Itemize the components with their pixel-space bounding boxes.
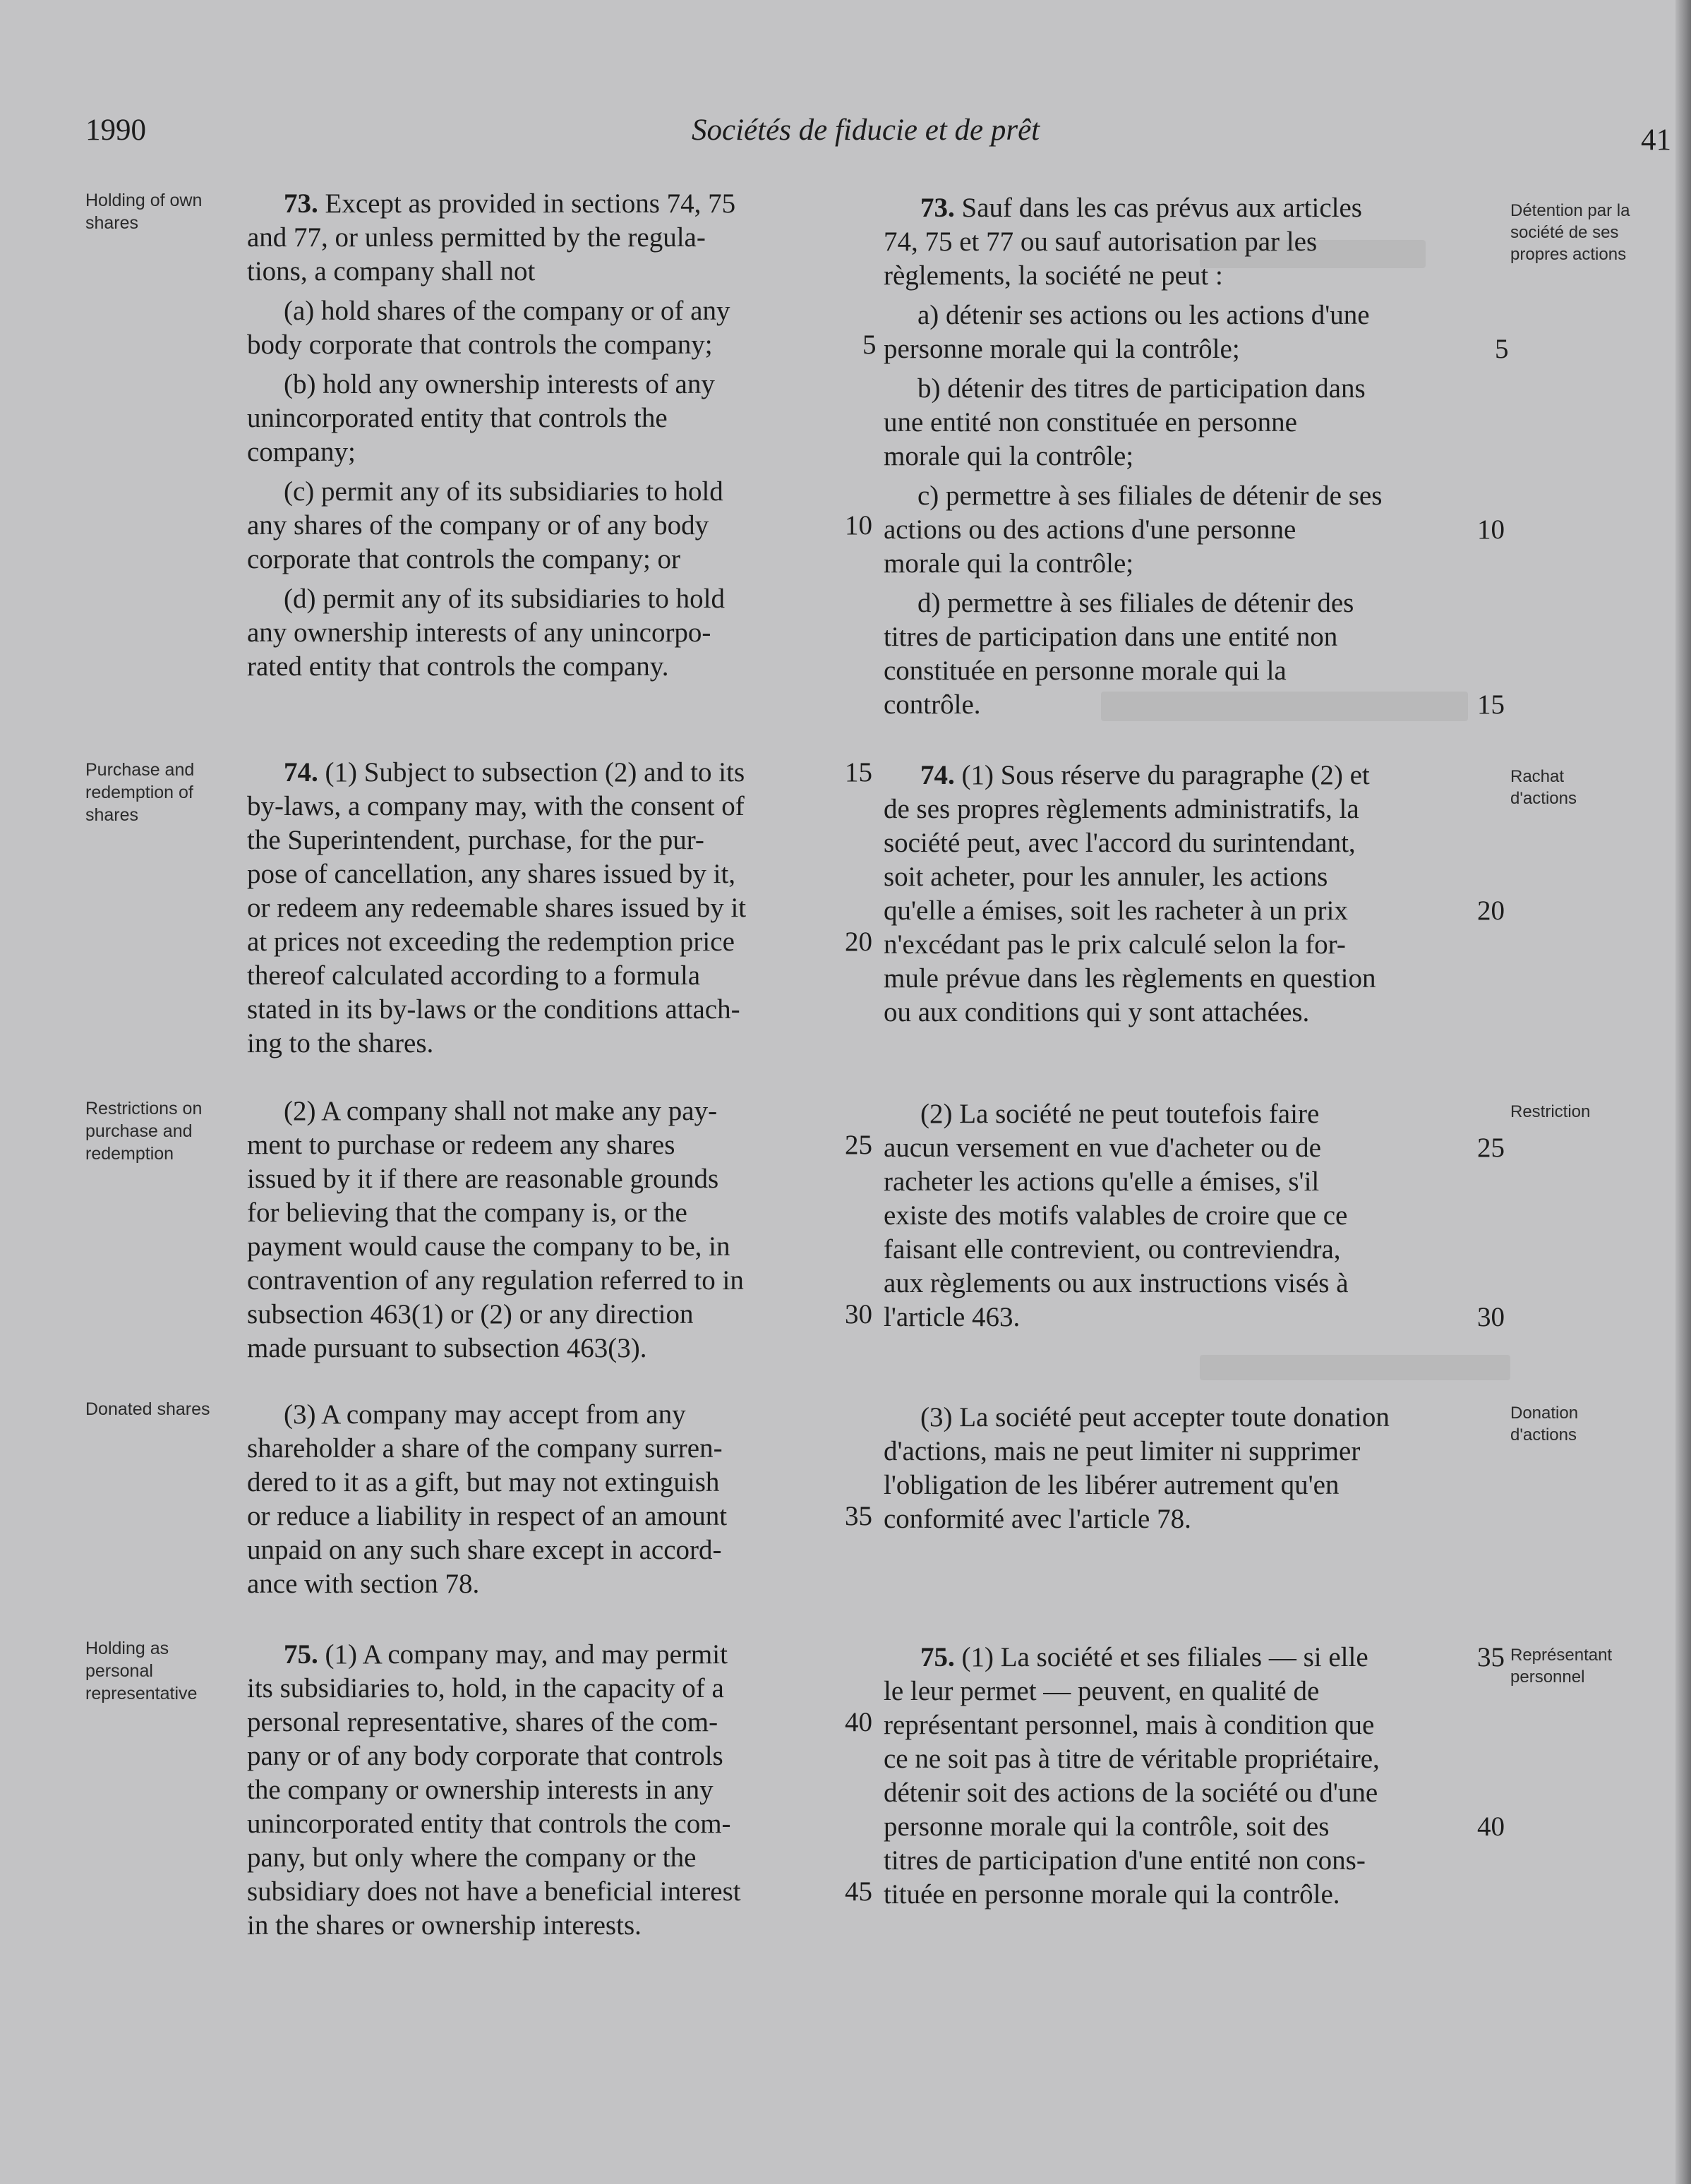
fr-74-2-line-2: aucun versement en vue d'acheter ou de: [884, 1133, 1321, 1163]
line-number: 30: [1477, 1302, 1505, 1332]
en-73-line-3: tions, a company shall not: [247, 256, 536, 286]
line-number: 10: [845, 510, 872, 541]
fr-74-2-line-5: faisant elle contrevient, ou contreviendra,: [884, 1234, 1341, 1265]
fr-74-2-line-4: existe des motifs valables de croire que ce: [884, 1200, 1348, 1231]
fr-73-line-3: règlements, la société ne peut :: [884, 260, 1223, 291]
en-73-para-b-line-3: company;: [247, 437, 356, 467]
en-73-para-d: (d) permit any of its subsidiaries to hold: [284, 584, 725, 614]
fr-74-1-line-6: n'excédant pas le prix calculé selon la for-: [884, 929, 1346, 960]
margin-note-restriction: Restriction: [1510, 1102, 1591, 1121]
en-75-1-line-1: 75. (1) A company may, and may permit: [284, 1639, 728, 1670]
margin-note-restrictions: Restrictions on purchase and redemption: [85, 1099, 203, 1164]
line-number: 15: [1477, 689, 1505, 720]
en-73-para-c-line-2: any shares of the company or of any body: [247, 510, 709, 541]
en-75-1-line-4: pany or of any body corporate that controls: [247, 1741, 723, 1771]
fr-74-1-line-3: société peut, avec l'accord du surintendant,: [884, 828, 1356, 858]
fr-73-line-2: 74, 75 et 77 ou sauf autorisation par les: [884, 227, 1318, 257]
en-74-3-line-2: shareholder a share of the company surren-: [247, 1433, 723, 1464]
fr-74-1-line-7: mule prévue dans les règlements en question: [884, 963, 1376, 994]
en-74-2-line-4: for believing that the company is, or the: [247, 1197, 687, 1228]
en-74-1-line-7: thereof calculated according to a formula: [247, 960, 701, 991]
line-number: 40: [1477, 1811, 1505, 1842]
bleed-through-smudge: [1200, 1355, 1510, 1380]
fr-73-para-d-line-4: contrôle.: [884, 689, 981, 720]
fr-73-para-c-line-3: morale qui la contrôle;: [884, 548, 1134, 579]
fr-75-1-line-3: représentant personnel, mais à condition que: [884, 1710, 1375, 1740]
en-75-1-line-7: pany, but only where the company or the: [247, 1842, 697, 1873]
section-number: 74.: [920, 760, 955, 790]
en-73-para-a: (a) hold shares of the company or of any: [284, 296, 730, 326]
en-74-1-line-3: the Superintendent, purchase, for the pur-: [247, 825, 704, 855]
en-74-1-line-1: 74. (1) Subject to subsection (2) and to its: [284, 757, 745, 788]
section-number: 73.: [284, 188, 318, 219]
line-number: 45: [845, 1876, 872, 1907]
fr-74-2-line-6: aux règlements ou aux instructions visés à: [884, 1268, 1349, 1298]
en-74-2-line-7: subsection 463(1) or (2) or any direction: [247, 1299, 694, 1329]
fr-74-1-line-4: soit acheter, pour les annuler, les actions: [884, 862, 1328, 892]
en-74-1-line-4: pose of cancellation, any shares issued by it,: [247, 859, 736, 889]
fr-73-para-d: d) permettre à ses filiales de détenir des: [917, 588, 1354, 618]
line-number: 25: [845, 1130, 872, 1160]
margin-note-donation: Donation d'actions: [1510, 1404, 1579, 1444]
fr-73-line-1: 73. Sauf dans les cas prévus aux articles: [920, 193, 1362, 223]
en-73-para-b-line-2: unincorporated entity that controls the: [247, 403, 668, 433]
margin-note-purchase-redemption: Purchase and redemption of shares: [85, 760, 195, 825]
en-73-para-c-line-3: corporate that controls the company; or: [247, 544, 681, 574]
section-number: 75.: [920, 1642, 955, 1672]
fr-74-1-line-8: ou aux conditions qui y sont attachées.: [884, 997, 1310, 1027]
line-number: 40: [845, 1707, 872, 1737]
fr-75-1-line-6: personne morale qui la contrôle, soit des: [884, 1811, 1330, 1842]
en-74-3-line-3: dered to it as a gift, but may not extinguish: [247, 1467, 720, 1497]
bleed-through-smudge: [1101, 692, 1468, 721]
fr-75-1-line-4: ce ne soit pas à titre de véritable propriétaire,: [884, 1744, 1380, 1774]
en-74-2-line-6: contravention of any regulation referred to in: [247, 1265, 744, 1296]
header-title: Sociétés de fiducie et de prêt: [692, 114, 1040, 147]
fr-73-para-b-line-3: morale qui la contrôle;: [884, 441, 1134, 471]
en-73-para-a-line-2: body corporate that controls the company;: [247, 330, 713, 360]
en-74-2-line-2: ment to purchase or redeem any shares: [247, 1130, 675, 1160]
en-73-para-d-line-3: rated entity that controls the company.: [247, 651, 669, 682]
margin-note-personal-representative: Holding as personal representative: [85, 1639, 198, 1703]
line-number: 30: [845, 1299, 872, 1329]
en-75-1-line-8: subsidiary does not have a beneficial interest: [247, 1876, 741, 1907]
en-74-2-line-5: payment would cause the company to be, in: [247, 1231, 730, 1262]
fr-75-1-line-1: 75. (1) La société et ses filiales — si elle: [920, 1642, 1368, 1672]
line-number: 35: [845, 1501, 872, 1531]
en-74-2-line-3: issued by it if there are reasonable grounds: [247, 1164, 719, 1194]
fr-73-para-c-line-2: actions ou des actions d'une personne: [884, 514, 1296, 545]
section-number: 75.: [284, 1639, 318, 1670]
fr-73-para-c: c) permettre à ses filiales de détenir de ses: [917, 481, 1383, 511]
margin-note-detention: Détention par la société de ses propres actions: [1510, 201, 1630, 264]
line-number: 25: [1477, 1133, 1505, 1163]
en-75-1-line-2: its subsidiaries to, hold, in the capacity of a: [247, 1673, 724, 1703]
margin-note-rachat: Rachat d'actions: [1510, 767, 1577, 808]
margin-note-donated-shares: Donated shares: [85, 1399, 210, 1419]
fr-73-para-a: a) détenir ses actions ou les actions d'une: [917, 300, 1370, 330]
line-number: 10: [1477, 514, 1505, 545]
line-number: 20: [1477, 895, 1505, 926]
section-number: 73.: [920, 193, 955, 223]
en-75-1-line-9: in the shares or ownership interests.: [247, 1910, 642, 1941]
page-number: 41: [1641, 123, 1671, 157]
fr-74-1-line-1: 74. (1) Sous réserve du paragraphe (2) et: [920, 760, 1370, 790]
fr-75-1-line-2: le leur permet — peuvent, en qualité de: [884, 1676, 1320, 1706]
en-74-1-line-9: ing to the shares.: [247, 1028, 434, 1058]
en-74-1-line-5: or redeem any redeemable shares issued by it: [247, 893, 747, 923]
fr-74-3-line-2: d'actions, mais ne peut limiter ni supprimer: [884, 1436, 1361, 1466]
fr-74-2-line-7: l'article 463.: [884, 1302, 1021, 1332]
section-number: 74.: [284, 757, 318, 788]
fr-74-1-line-5: qu'elle a émises, soit les racheter à un prix: [884, 895, 1348, 926]
en-75-1-line-6: unincorporated entity that controls the com-: [247, 1809, 731, 1839]
en-74-3-line-6: ance with section 78.: [247, 1569, 480, 1599]
en-75-1-line-5: the company or ownership interests in any: [247, 1775, 714, 1805]
fr-73-para-d-line-3: constituée en personne morale qui la: [884, 656, 1287, 686]
en-74-3-line-5: unpaid on any such share except in accord-: [247, 1535, 722, 1565]
en-73-para-c: (c) permit any of its subsidiaries to hold: [284, 476, 723, 507]
fr-75-1-line-5: détenir soit des actions de la société ou d'une: [884, 1778, 1378, 1808]
margin-note-holding-own-shares: Holding of own shares: [85, 191, 203, 233]
margin-note-representant: Représentant personnel: [1510, 1646, 1613, 1687]
en-74-1-line-8: stated in its by-laws or the conditions attach-: [247, 994, 740, 1025]
en-73-para-d-line-2: any ownership interests of any unincorpo-: [247, 617, 711, 648]
fr-74-3-line-4: conformité avec l'article 78.: [884, 1504, 1191, 1534]
en-74-3-line-1: (3) A company may accept from any: [284, 1399, 686, 1430]
fr-75-1-line-7: titres de participation d'une entité non cons-: [884, 1845, 1366, 1876]
header-year: 1990: [85, 114, 146, 147]
fr-74-1-line-2: de ses propres règlements administratifs, la: [884, 794, 1359, 824]
en-75-1-line-3: personal representative, shares of the com-: [247, 1707, 718, 1737]
fr-74-2-line-1: (2) La société ne peut toutefois faire: [920, 1099, 1320, 1129]
en-74-3-line-4: or reduce a liability in respect of an amount: [247, 1501, 728, 1531]
fr-73-para-b-line-2: une entité non constituée en personne: [884, 407, 1297, 438]
fr-74-3-line-1: (3) La société peut accepter toute donation: [920, 1402, 1390, 1432]
page-edge-shadow: [1675, 0, 1691, 2184]
en-74-2-line-8: made pursuant to subsection 463(3).: [247, 1333, 647, 1363]
line-number: 35: [1477, 1642, 1505, 1672]
fr-73-para-a-line-2: personne morale qui la contrôle;: [884, 334, 1240, 364]
en-74-2-line-1: (2) A company shall not make any pay-: [284, 1096, 718, 1126]
en-73-line-1: 73. Except as provided in sections 74, 75: [284, 188, 736, 219]
fr-74-3-line-3: l'obligation de les libérer autrement qu'en: [884, 1470, 1340, 1500]
en-74-1-line-2: by-laws, a company may, with the consent of: [247, 791, 745, 821]
en-73-line-2: and 77, or unless permitted by the regula-: [247, 222, 706, 253]
fr-75-1-line-8: tituée en personne morale qui la contrôle.: [884, 1879, 1340, 1910]
fr-73-para-b: b) détenir des titres de participation dans: [917, 373, 1366, 404]
line-number: 5: [862, 330, 877, 360]
fr-74-2-line-3: racheter les actions qu'elle a émises, s'il: [884, 1166, 1320, 1197]
line-number: 5: [1495, 334, 1509, 364]
en-73-para-b: (b) hold any ownership interests of any: [284, 369, 715, 399]
line-number: 15: [845, 757, 872, 788]
line-number: 20: [845, 927, 872, 957]
en-74-1-line-6: at prices not exceeding the redemption price: [247, 927, 735, 957]
fr-73-para-d-line-2: titres de participation dans une entité non: [884, 622, 1338, 652]
